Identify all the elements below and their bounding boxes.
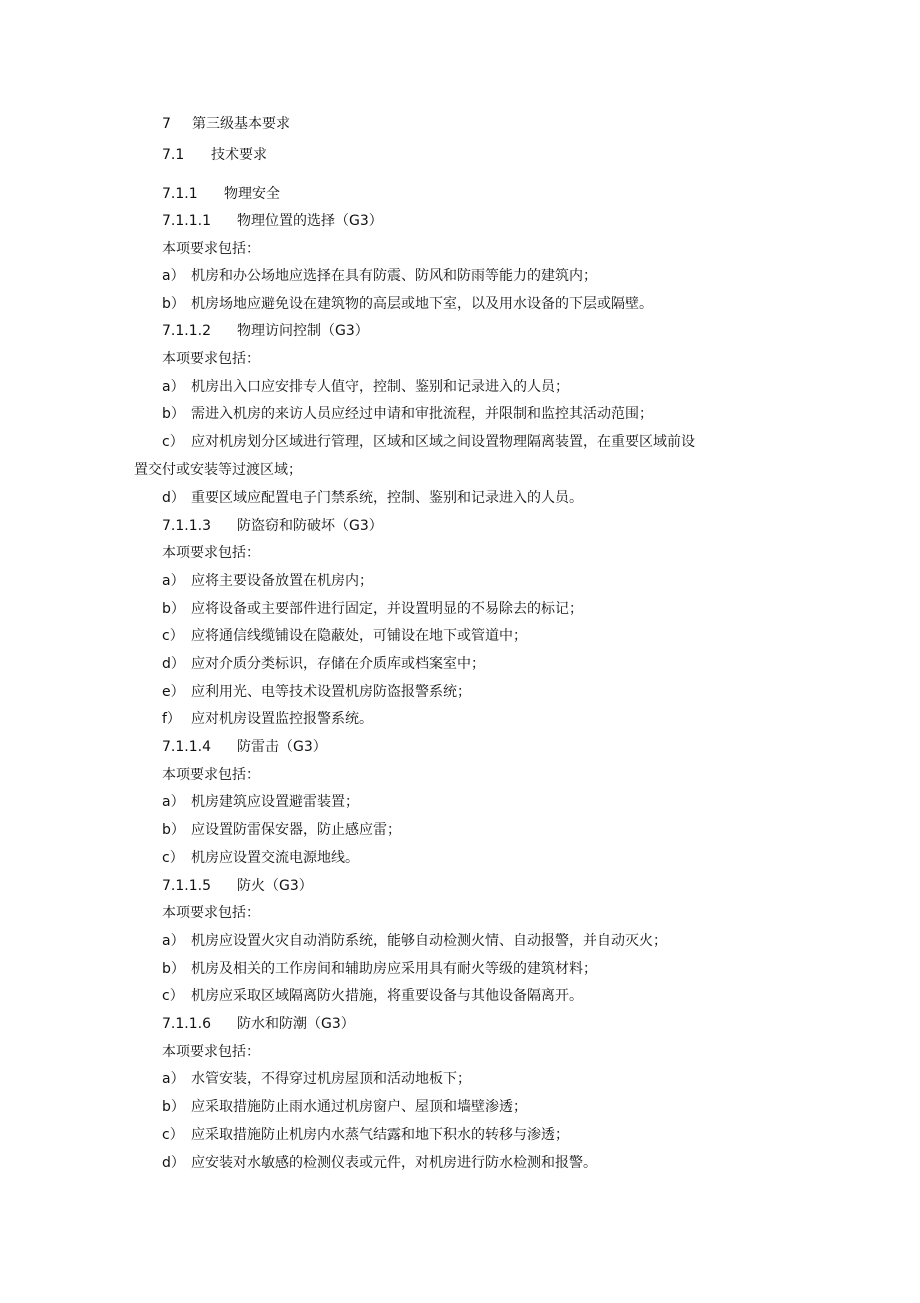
req-text: 重要区域应配置电子门禁系统，控制、鉴别和记录进入的人员。 bbox=[191, 490, 583, 506]
req-marker: f） bbox=[162, 711, 181, 727]
subsection-number: 7.1.1 bbox=[162, 186, 198, 202]
item-number: 7.1.1.5 bbox=[162, 878, 211, 894]
req-marker: c） bbox=[162, 1127, 184, 1143]
req-intro-text: 本项要求包括： bbox=[162, 545, 260, 561]
req-text: 应对介质分类标识，存储在介质库或档案室中； bbox=[191, 656, 485, 672]
req-text: 应设置防雷保安器，防止感应雷； bbox=[191, 822, 401, 838]
req-text: 应将主要设备放置在机房内； bbox=[191, 573, 373, 589]
item-number: 7.1.1.3 bbox=[162, 518, 211, 534]
req-marker: b） bbox=[162, 601, 185, 617]
req-text: 机房及相关的工作房间和辅助房应采用具有耐火等级的建筑材料； bbox=[191, 961, 597, 977]
item-title: 防盗窃和防破坏（G3） bbox=[237, 518, 383, 534]
req-marker: a） bbox=[162, 794, 185, 810]
req-text: 应对机房设置监控报警系统。 bbox=[191, 711, 373, 727]
item-number: 7.1.1.1 bbox=[162, 213, 211, 229]
req-marker: c） bbox=[162, 850, 184, 866]
req-text: 机房和办公场地应选择在具有防震、防风和防雨等能力的建筑内； bbox=[191, 268, 597, 284]
chapter-title: 第三级基本要求 bbox=[192, 116, 290, 132]
req-text: 应将设备或主要部件进行固定，并设置明显的不易除去的标记； bbox=[191, 601, 583, 617]
req-text: 机房建筑应设置避雷装置； bbox=[191, 794, 359, 810]
subsection-title: 物理安全 bbox=[224, 186, 280, 202]
req-marker: c） bbox=[162, 988, 184, 1004]
req-intro-text: 本项要求包括： bbox=[162, 351, 260, 367]
req-marker: e） bbox=[162, 684, 185, 700]
req-marker: b） bbox=[162, 961, 185, 977]
req-marker: c） bbox=[162, 628, 184, 644]
item-title: 物理访问控制（G3） bbox=[237, 323, 369, 339]
item-title: 防雷击（G3） bbox=[237, 739, 327, 755]
req-text: 应对机房划分区域进行管理，区域和区域之间设置物理隔离装置，在重要区域前设 bbox=[191, 434, 695, 450]
item-number: 7.1.1.6 bbox=[162, 1016, 211, 1032]
req-marker: a） bbox=[162, 1071, 185, 1087]
chapter-number: 7 bbox=[162, 116, 171, 132]
req-intro-text: 本项要求包括： bbox=[162, 241, 260, 257]
req-text: 机房出入口应安排专人值守，控制、鉴别和记录进入的人员； bbox=[191, 379, 569, 395]
req-text: 机房应采取区域隔离防火措施，将重要设备与其他设备隔离开。 bbox=[191, 988, 583, 1004]
req-intro-text: 本项要求包括： bbox=[162, 767, 260, 783]
item-number: 7.1.1.2 bbox=[162, 323, 211, 339]
req-text: 应将通信线缆铺设在隐蔽处，可铺设在地下或管道中； bbox=[191, 628, 527, 644]
req-text: 应采取措施防止雨水通过机房窗户、屋顶和墙壁渗透； bbox=[191, 1099, 527, 1115]
req-intro-text: 本项要求包括： bbox=[162, 1044, 260, 1060]
item-title: 防水和防潮（G3） bbox=[237, 1016, 355, 1032]
req-text: 需进入机房的来访人员应经过申请和审批流程，并限制和监控其活动范围； bbox=[191, 406, 653, 422]
req-text: 机房应设置交流电源地线。 bbox=[191, 850, 359, 866]
req-marker: a） bbox=[162, 379, 185, 395]
item-number: 7.1.1.4 bbox=[162, 739, 211, 755]
req-marker: a） bbox=[162, 268, 185, 284]
req-marker: d） bbox=[162, 490, 185, 506]
req-text: 应采取措施防止机房内水蒸气结露和地下积水的转移与渗透； bbox=[191, 1127, 569, 1143]
section-number: 7.1 bbox=[162, 147, 185, 163]
req-text: 应利用光、电等技术设置机房防盗报警系统； bbox=[191, 684, 471, 700]
item-title: 物理位置的选择（G3） bbox=[237, 213, 383, 229]
req-text-continued: 置交付或安装等过渡区域； bbox=[134, 462, 302, 478]
req-marker: b） bbox=[162, 1099, 185, 1115]
req-marker: b） bbox=[162, 406, 185, 422]
req-marker: a） bbox=[162, 933, 185, 949]
req-text: 机房场地应避免设在建筑物的高层或地下室，以及用水设备的下层或隔壁。 bbox=[191, 296, 653, 312]
item-title: 防火（G3） bbox=[237, 878, 313, 894]
req-text: 应安装对水敏感的检测仪表或元件，对机房进行防水检测和报警。 bbox=[191, 1155, 597, 1171]
req-marker: a） bbox=[162, 573, 185, 589]
req-marker: b） bbox=[162, 296, 185, 312]
req-marker: d） bbox=[162, 1155, 185, 1171]
section-title: 技术要求 bbox=[211, 147, 267, 163]
req-marker: d） bbox=[162, 656, 185, 672]
req-text: 水管安装，不得穿过机房屋顶和活动地板下； bbox=[191, 1071, 471, 1087]
req-text: 机房应设置火灾自动消防系统，能够自动检测火情、自动报警，并自动灭火； bbox=[191, 933, 667, 949]
req-marker: c） bbox=[162, 434, 184, 450]
req-intro-text: 本项要求包括： bbox=[162, 905, 260, 921]
req-marker: b） bbox=[162, 822, 185, 838]
